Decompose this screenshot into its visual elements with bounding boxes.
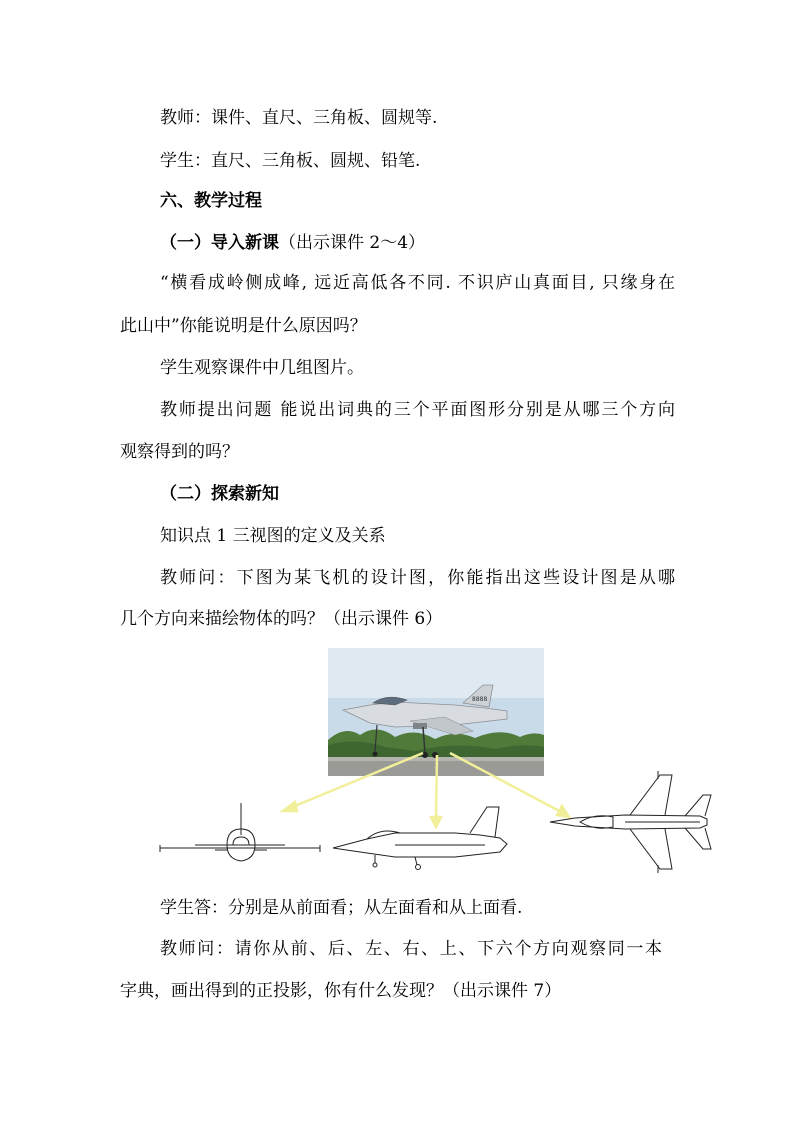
question-3-line-2: 字典，画出得到的正投影，你有什么发现？（出示课件 7） [120,981,562,1001]
top-view-drawing [550,771,711,873]
subsection-heading-2: （二）探索新知 [160,484,279,504]
question-3-line-1: 教师问：请你从前、后、左、右、上、下六个方向观察同一本 [160,939,662,959]
observe-paragraph: 学生观察课件中几组图片。 [160,358,364,378]
knowledge-point: 知识点 1 三视图的定义及关系 [160,526,386,546]
subsection-note: （出示课件 2～4） [279,233,426,253]
subsection-title: （一）导入新课 [160,233,279,253]
aircraft-figure [155,645,725,885]
subsection-heading-1 [160,232,425,254]
poem-line-1: “横看成岭侧成峰, 远近高低各不同. 不识庐山真面目, 只缘身在 [160,273,675,293]
section-heading: 六、教学过程 [160,191,262,211]
teacher-materials: 教师：课件、直尺、三角板、圆规等. [160,108,438,128]
side-view-drawing [333,807,507,870]
poem-line-2: 此山中”你能说明是什么原因吗？ [120,316,367,336]
question-2-line-2: 几个方向来描绘物体的吗？（出示课件 6） [120,609,443,629]
tail-marking: 8888 [472,696,488,703]
question-2-line-1: 教师问：下图为某飞机的设计图，你能指出这些设计图是从哪 [160,568,675,588]
question-1-line-1: 教师提出问题 能说出词典的三个平面图形分别是从哪三个方向 [160,400,675,420]
question-1-line-2: 观察得到的吗？ [120,442,239,462]
student-materials: 学生：直尺、三角板、圆规、铅笔. [160,151,421,171]
student-answer: 学生答：分别是从前面看；从左面看和从上面看. [160,898,523,918]
